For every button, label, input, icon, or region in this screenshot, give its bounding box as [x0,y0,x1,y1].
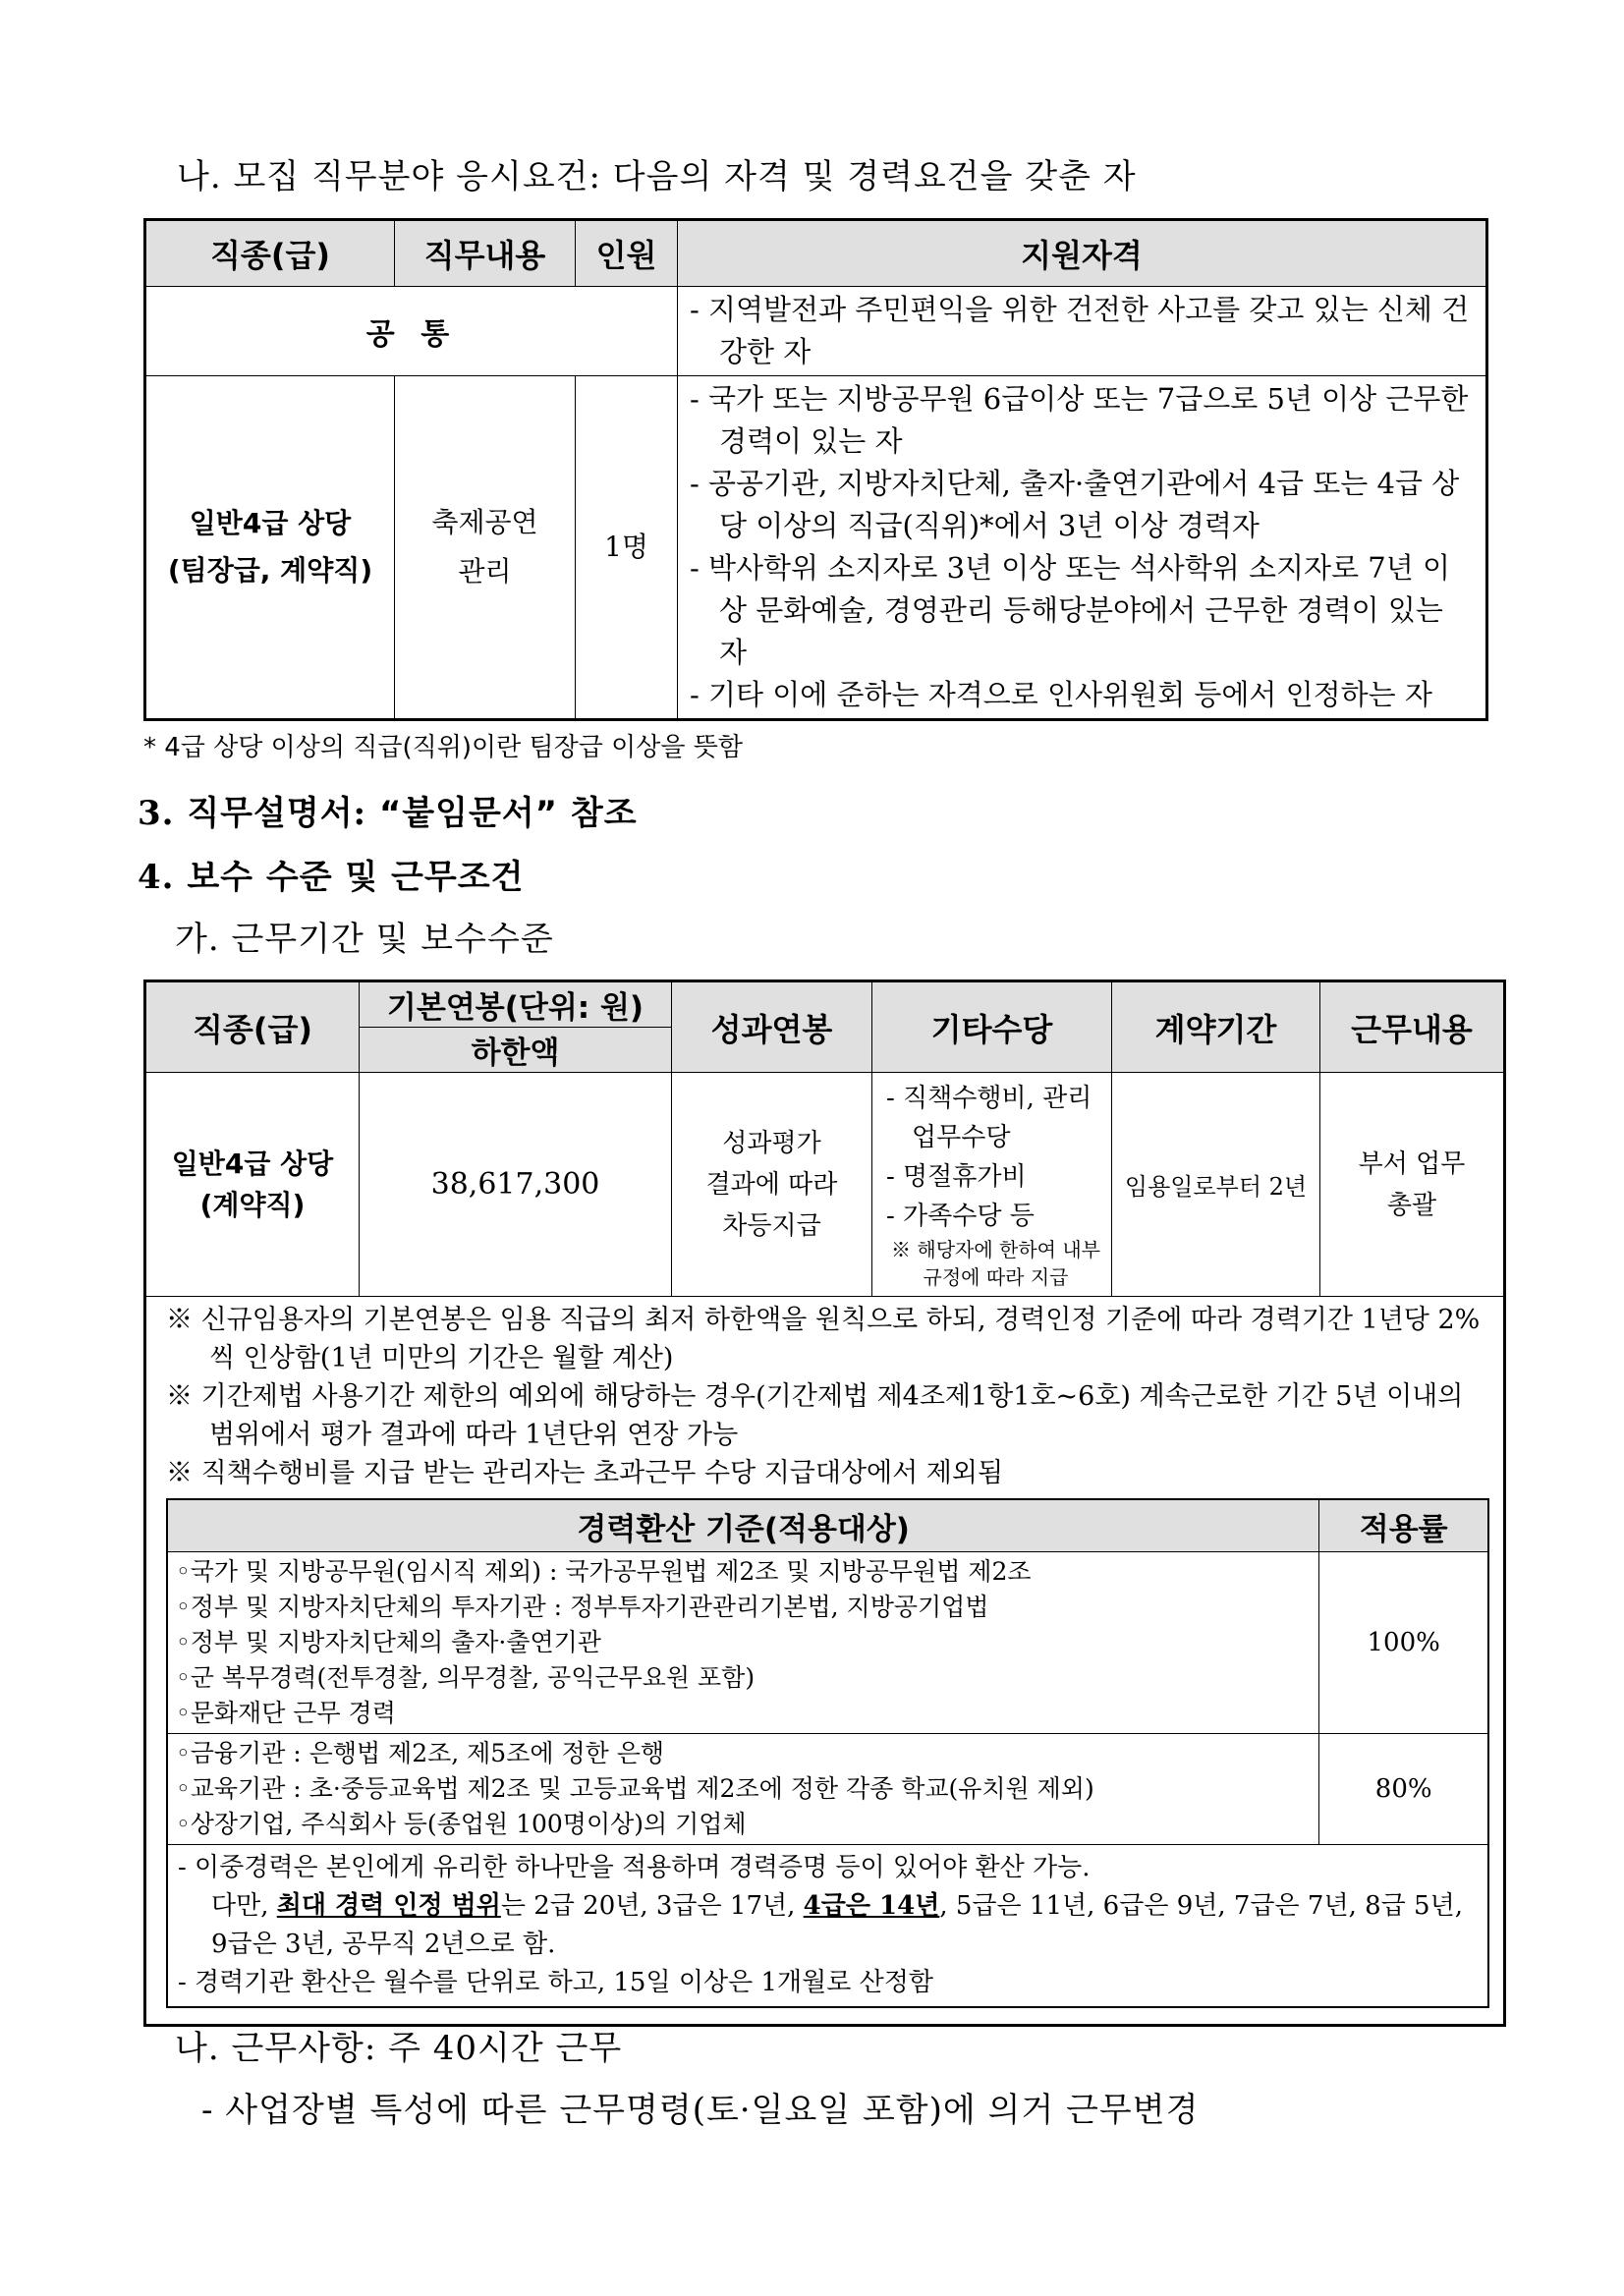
grade-cell [145,1073,360,1297]
job-line: 관리 [458,555,512,588]
common-qualifications [678,287,1487,376]
remark-text: , 5급은 11년, 6급은 9년, 7급은 7년, 8급 5년, 9급은 3년, 공무직 2년으로 함. [211,1891,1463,1959]
remark-text: 다만, [211,1891,277,1921]
header-qualification: 지원자격 [678,220,1487,287]
career-conversion-table [166,1498,1489,2008]
criteria-item: ◦문화재단 근무 경력 [176,1699,396,1727]
remark-item: - 경력기관 환산은 월수를 단위로 하고, 15일 이상은 1개월로 산정함 [178,1968,933,1997]
perf-line: 결과에 따라 [705,1169,838,1200]
header-rate: 적용률 [1319,1499,1488,1552]
qualification-table [143,218,1488,721]
rate-1: 100% [1319,1552,1488,1734]
rate-2: 80% [1319,1734,1488,1845]
header-salary-sub: 하한액 [360,1028,672,1073]
duty-line: 총괄 [1386,1190,1437,1220]
section3-heading [138,786,638,834]
qualification-item: - 지역발전과 주민편익을 위한 건전한 사고를 갖고 있는 신체 건강한 자 [690,293,1470,368]
criteria-item: ◦정부 및 지방자치단체의 투자기관 : 정부투자기관관리기본법, 지방공기업법 [176,1593,989,1621]
salary-note: ※ 신규임용자의 기본연봉은 임용 직급의 최저 하한액을 원칙으로 하되, 경력인정 기준에 따라 경력기간 1년당 2%씩 인상함(1년 미만의 기간은 월할 계산) [166,1305,1481,1373]
grade-line: 일반4급 상당 [171,1147,334,1180]
duty-cell [1320,1073,1505,1297]
salary-note: ※ 기간제법 사용기간 제한의 예외에 해당하는 경우(기간제법 제4조제1항1호~6호) 계속근로한 기간 5년 이내의 범위에서 평가 결과에 따라 1년단위 연장 가능 [166,1381,1464,1450]
header-perf: 성과연봉 [672,981,872,1073]
header-count: 인원 [576,220,678,287]
sub-b-item: - 사업장별 특성에 따른 근무명령(토·일요일 포함)에 의거 근무변경 [201,2091,1200,2130]
qualification-item: - 박사학위 소지자로 3년 이상 또는 석사학위 소지자로 7년 이상 문화예술, 경영관리 등해당분야에서 근무한 경력이 있는 자 [690,551,1450,669]
count-cell: 1명 [576,376,678,720]
salary-notes [166,1301,1489,1492]
allowance-note: ※ 해당자에 한하여 내부규정에 따라 지급 [891,1237,1100,1289]
criteria-group-1 [167,1552,1319,1734]
salary-note: ※ 직책수행비를 지급 받는 관리자는 초과근무 수당 지급대상에서 제외됨 [166,1458,1004,1488]
section3-prefix: 3. 직무설명서: [138,794,379,833]
grade-line: (팀장급, 계약직) [167,554,373,587]
allowance-item: - 명절휴가비 [886,1161,1027,1192]
allowance-cell [872,1073,1112,1297]
criteria-item: ◦정부 및 지방자치단체의 출자·출연기관 [176,1628,601,1656]
perf-cell [672,1073,872,1297]
section4-heading: 4. 보수 수준 및 근무조건 [138,858,525,897]
salary-notes-cell [145,1297,1505,2026]
header-grade: 직종(급) [145,220,395,287]
qualification-item: - 공공기관, 지방자치단체, 출자·출연기관에서 4급 또는 4급 상당 이상의 직급(직위)*에서 3년 이상 경력자 [690,467,1460,542]
allowance-item: - 직책수행비, 관리업무수당 [886,1083,1092,1152]
allowance-item: - 가족수당 등 [886,1201,1035,1231]
header-duty: 근무내용 [1320,981,1505,1073]
grade-line: 일반4급 상당 [189,507,352,539]
header-period: 계약기간 [1112,981,1320,1073]
criteria-item: ◦국가 및 지방공무원(임시직 제외) : 국가공무원법 제2조 및 지방공무원법 제2조 [176,1557,1032,1586]
section3-emphasis: “붙임문서” [378,794,559,833]
criteria-group-2 [167,1734,1319,1845]
qualification-item: - 기타 이에 준하는 자격으로 인사위원회 등에서 인정하는 자 [690,678,1432,711]
qualification-item: - 국가 또는 지방공무원 6급이상 또는 7급으로 5년 이상 근무한 경력이 있는 자 [690,382,1469,458]
conversion-remarks [167,1845,1488,2008]
job-cell [395,376,576,720]
recruit-heading: 나. 모집 직무분야 응시요건: 다음의 자격 및 경력요건을 갖춘 자 [177,157,1137,196]
footnote: * 4급 상당 이상의 직급(직위)이란 팀장급 이상을 뜻함 [143,733,744,762]
header-grade: 직종(급) [145,981,360,1073]
remark-text: 는 2급 20년, 3급은 17년, [500,1891,804,1921]
criteria-item: ◦군 복무경력(전투경찰, 의무경찰, 공익근무요원 포함) [176,1663,756,1692]
header-salary: 기본연봉(단위: 원) [360,981,672,1028]
duty-line: 부서 업무 [1358,1148,1466,1179]
remark-item: - 이중경력은 본인에게 유리한 하나만을 적용하며 경력증명 등이 있어야 환산 가능. [178,1853,1091,1882]
header-allow: 기타수당 [872,981,1112,1073]
criteria-item: ◦상장기업, 주식회사 등(종업원 100명이상)의 기업체 [176,1810,747,1838]
remark-item [178,1887,1478,1964]
sub-b-heading: 나. 근무사항: 주 40시간 근무 [175,2029,623,2068]
job-line: 축제공연 [431,506,538,538]
sub-a-heading: 가. 근무기간 및 보수수준 [175,920,554,959]
salary-table [143,980,1506,2027]
header-job: 직무내용 [395,220,576,287]
remark-emphasis: 4급은 14년 [803,1891,940,1921]
common-label: 공 통 [145,287,678,376]
period-cell: 임용일로부터 2년 [1112,1073,1320,1297]
salary-cell: 38,617,300 [360,1073,672,1297]
qualifications-cell [678,376,1487,720]
criteria-item: ◦교육기관 : 초·중등교육법 제2조 및 고등교육법 제2조에 정한 각종 학교(유치원 제외) [176,1774,1094,1803]
section3-suffix: 참조 [558,794,638,833]
grade-line: (계약직) [199,1188,306,1221]
criteria-item: ◦금융기관 : 은행법 제2조, 제5조에 정한 은행 [176,1739,665,1767]
remark-emphasis: 최대 경력 인정 범위 [276,1891,501,1921]
perf-line: 차등지급 [722,1210,821,1241]
header-criteria: 경력환산 기준(적용대상) [167,1499,1319,1552]
grade-cell [145,376,395,720]
perf-line: 성과평가 [722,1128,821,1158]
